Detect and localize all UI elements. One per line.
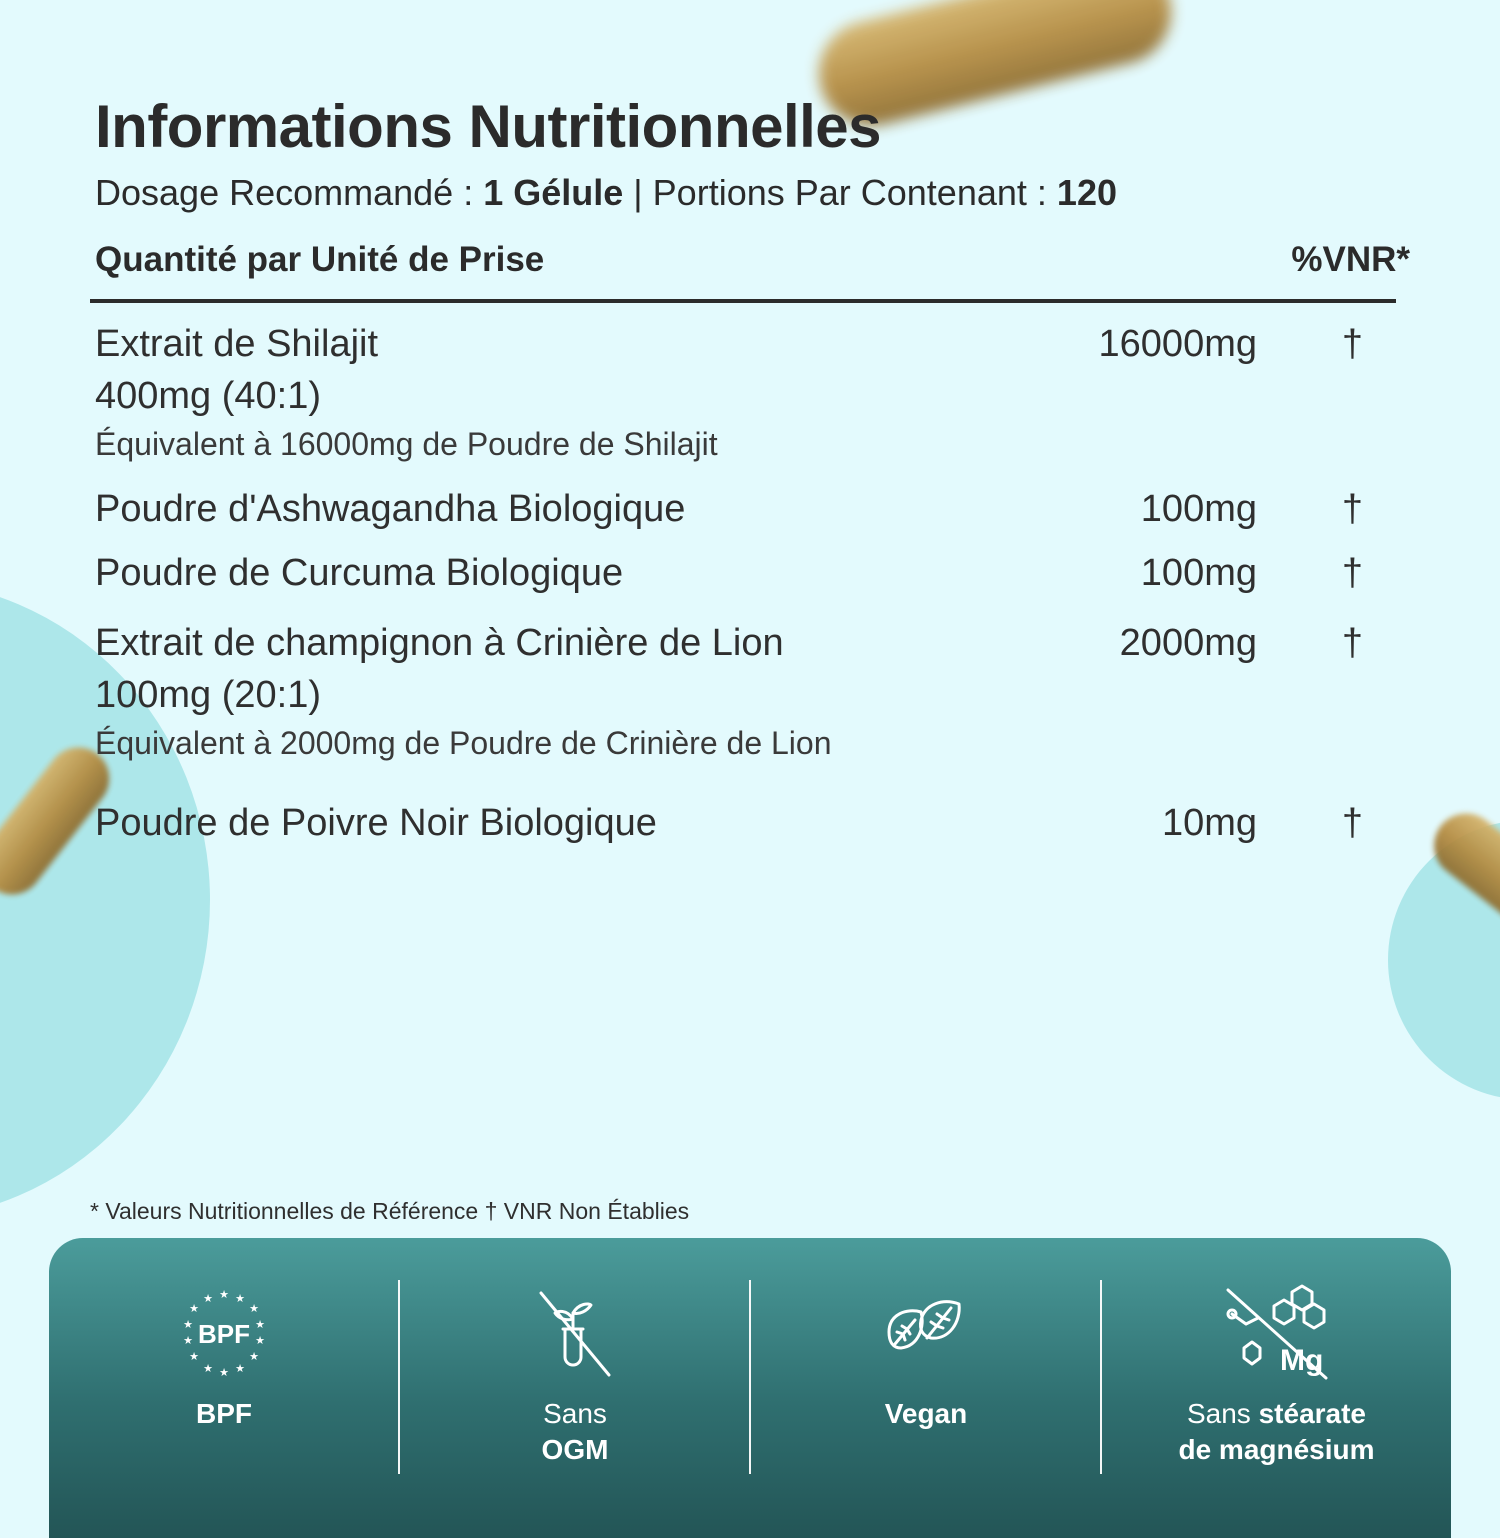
- svg-text:★: ★: [235, 1362, 245, 1375]
- dose-label: Dosage Recommandé :: [95, 172, 474, 213]
- table-header-vnr: %VNR*: [1291, 240, 1410, 279]
- badge-vegan: [751, 1238, 1101, 1500]
- ingredient-equivalent: Équivalent à 2000mg de Poudre de Crinière de Lion: [95, 725, 832, 761]
- ingredient-dose: 100mg (20:1): [95, 674, 322, 716]
- portions-label: Portions Par Contenant :: [652, 172, 1047, 213]
- dose-value: 1 Gélule: [483, 172, 624, 213]
- certification-badge-bar: [49, 1238, 1451, 1538]
- svg-text:★: ★: [255, 1334, 265, 1347]
- badge-mg-light: Sans: [1186, 1398, 1259, 1429]
- ingredient-vnr: †: [1341, 622, 1363, 664]
- svg-text:★: ★: [255, 1318, 265, 1331]
- ingredient-amount: 10mg: [1161, 802, 1257, 844]
- badge-label: [1178, 1396, 1374, 1468]
- svg-text:★: ★: [249, 1350, 259, 1363]
- svg-text:★: ★: [235, 1292, 245, 1305]
- badge-bpf-label: BPF: [196, 1398, 252, 1429]
- badge-label: [885, 1396, 967, 1432]
- bpf-seal-text: BPF: [198, 1319, 250, 1349]
- svg-text:★: ★: [183, 1334, 193, 1347]
- badge-no-gmo: [400, 1238, 750, 1500]
- svg-text:★: ★: [189, 1302, 199, 1315]
- no-magnesium-stearate-icon: [1222, 1286, 1332, 1382]
- table-row-lions-mane: [95, 617, 1395, 765]
- ingredient-amount: 100mg: [1140, 552, 1257, 594]
- ingredient-amount: 16000mg: [1098, 323, 1257, 365]
- ingredient-equivalent: Équivalent à 16000mg de Poudre de Shilajit: [95, 426, 718, 462]
- gmp-star-seal-icon: [174, 1286, 274, 1382]
- svg-text:★: ★: [219, 1366, 229, 1379]
- ingredient-vnr: †: [1341, 488, 1363, 530]
- footnote: * Valeurs Nutritionnelles de Référence † VNR Non Établies: [90, 1198, 690, 1224]
- svg-text:★: ★: [203, 1292, 213, 1305]
- ingredient-amount: 2000mg: [1119, 622, 1257, 664]
- table-row-curcuma: [95, 547, 1395, 599]
- table-row-black-pepper: [95, 797, 1395, 849]
- svg-text:★: ★: [183, 1318, 193, 1331]
- no-gmo-plant-icon: [535, 1286, 615, 1382]
- ingredient-name: Poudre de Poivre Noir Biologique: [95, 802, 657, 844]
- table-header-divider: [90, 299, 1396, 303]
- ingredient-name: Extrait de champignon à Crinière de Lion: [95, 622, 784, 664]
- badge-no-magnesium-stearate: [1102, 1238, 1451, 1500]
- table-row-shilajit: [95, 318, 1395, 466]
- badge-label: [196, 1396, 252, 1432]
- badge-no-gmo-line2: OGM: [541, 1434, 609, 1465]
- badge-bpf: [49, 1238, 399, 1500]
- ingredient-amount: 100mg: [1140, 488, 1257, 530]
- svg-text:★: ★: [249, 1302, 259, 1315]
- ingredient-vnr: †: [1341, 802, 1363, 844]
- serving-info: [95, 172, 1117, 214]
- portions-value: 120: [1056, 172, 1117, 213]
- ingredient-vnr: †: [1341, 323, 1363, 365]
- badge-mg-bold1: stéarate: [1258, 1398, 1366, 1429]
- svg-text:★: ★: [219, 1288, 229, 1301]
- ingredient-name: Poudre d'Ashwagandha Biologique: [95, 488, 686, 530]
- page-title: Informations Nutritionnelles: [95, 93, 882, 160]
- svg-text:★: ★: [189, 1350, 199, 1363]
- badge-vegan-label: Vegan: [884, 1398, 968, 1429]
- table-row-ashwagandha: [95, 483, 1395, 535]
- badge-label: [542, 1396, 609, 1468]
- svg-text:★: ★: [203, 1362, 213, 1375]
- badge-mg-bold2: de magnésium: [1178, 1434, 1375, 1465]
- ingredient-name: Poudre de Curcuma Biologique: [95, 552, 624, 594]
- badge-no-gmo-line1: Sans: [543, 1398, 607, 1429]
- ingredient-dose: 400mg (40:1): [95, 375, 322, 417]
- serving-separator: |: [633, 172, 643, 213]
- mg-symbol-text: Mg: [1279, 1344, 1323, 1377]
- ingredient-vnr: †: [1341, 552, 1363, 594]
- table-header-quantity: Quantité par Unité de Prise: [95, 240, 545, 279]
- ingredient-name: Extrait de Shilajit: [95, 323, 379, 365]
- leaves-icon: [881, 1286, 971, 1382]
